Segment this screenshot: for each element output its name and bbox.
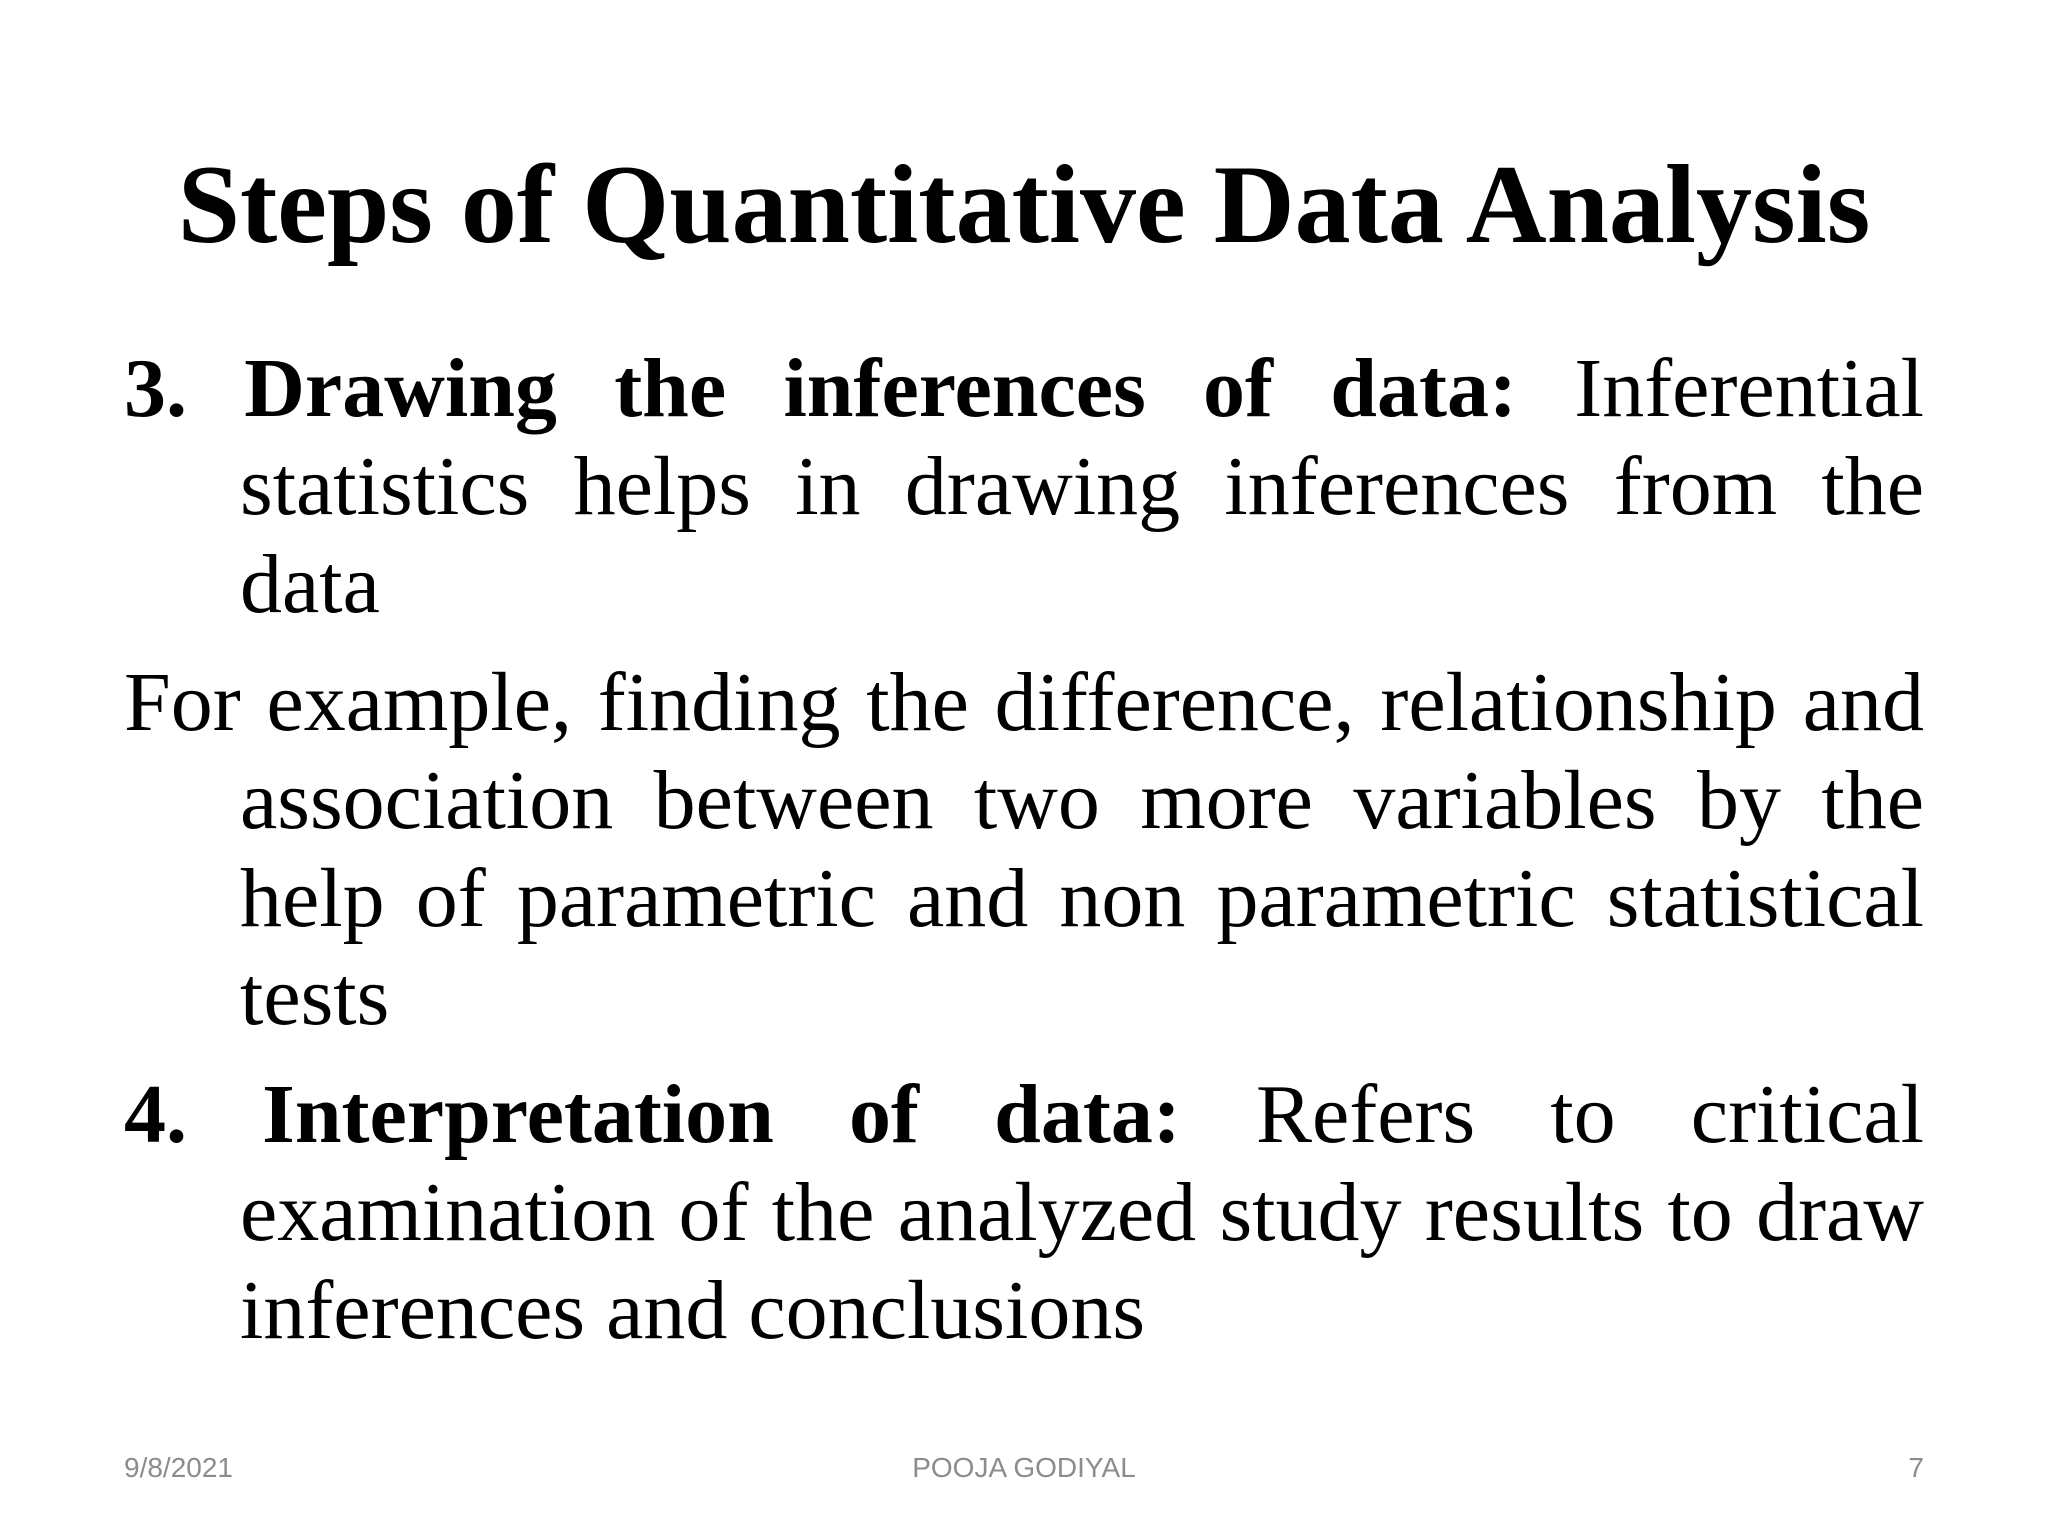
slide-title: Steps of Quantitative Data Analysis (177, 143, 1871, 267)
paragraph-example (124, 654, 1924, 1046)
paragraph-text: Inferential statistics helps in drawing inferences from the data (240, 342, 1925, 631)
footer-date: 9/8/2021 (124, 1452, 233, 1483)
paragraph-heading: 3. Drawing the inferences of data: (124, 342, 1517, 435)
slide-content (124, 340, 1924, 1380)
paragraph-text: For example, finding the difference, relationship and association between two more variables by the help of parametric and non parametric statistical tests (124, 656, 1924, 1043)
footer-page-number: 7 (1908, 1452, 1924, 1483)
paragraph-heading: 4. Interpretation of data: (124, 1068, 1181, 1161)
footer-author: POOJA GODIYAL (912, 1452, 1136, 1483)
paragraph-interpretation (124, 1066, 1924, 1360)
paragraph-drawing-inferences (124, 340, 1924, 634)
paragraph-text: Refers to critical examination of the analyzed study results to draw inferences and conclusions (240, 1068, 1924, 1357)
